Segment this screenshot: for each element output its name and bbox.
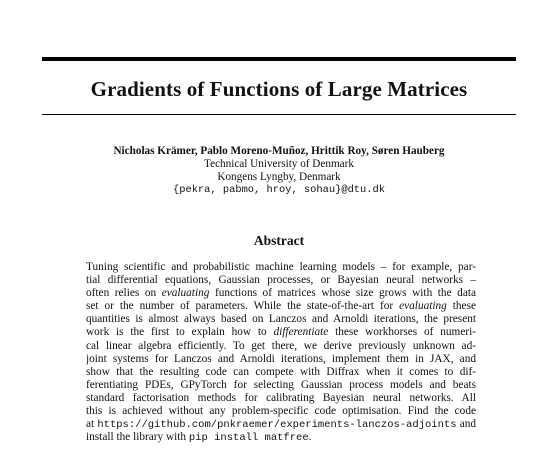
abstract-line: cal linear algebra efficiently. To get there, we derive previously unknown ad- [86,339,476,352]
paper-title: Gradients of Functions of Large Matrices [90,77,468,101]
abstract-line: this is achieved without any problem-specific code optimisation. Find the code [86,405,476,418]
abstract-line: joint systems for Lanczos and Arnoldi iterations, implement them in JAX, and [86,352,476,365]
abstract-heading: Abstract [253,233,305,248]
author-block [42,145,516,197]
abstract-line: tial differential equations, Gaussian processes, or Bayesian neural networks – [86,274,476,287]
abstract-line: show that the resulting code can compete with Diffrax when it comes to dif- [86,365,476,378]
abstract-line: at https://github.com/pnkraemer/experiments-lanczos-adjoints and [86,418,476,432]
abstract-line: quantities is almost always based on Lanczos and Arnoldi iterations, the present [86,313,476,326]
author-emails: {pekra, pabmo, hroy, sohau}@dtu.dk [172,184,385,196]
abstract-line: often relies on evaluating functions of matrices whose size grows with the data [86,287,476,300]
affiliation-university: Technical University of Denmark [204,158,354,170]
title-top-rule [42,57,516,61]
abstract-line: work is the first to explain how to differentiate these workhorses of numeri- [86,326,476,339]
abstract-line: install the library with pip install matfree. [86,431,312,445]
author-list: Nicholas Krämer, Pablo Moreno-Muñoz, Hrittik Roy, Søren Hauberg [113,145,445,157]
title-bottom-rule [42,114,516,115]
abstract-line: ferentiating PDEs, GPyTorch for selecting Gaussian process models and beats [86,378,476,391]
abstract-line: set or the number of parameters. While the state-of-the-art for evaluating these [86,300,476,313]
affiliation-location: Kongens Lyngby, Denmark [217,171,341,183]
abstract-body [86,261,476,444]
abstract-line: Tuning scientific and probabilistic machine learning models – for example, par- [86,261,476,273]
abstract-line: standard factorisation methods for calibrating Bayesian neural networks. All [86,391,476,404]
